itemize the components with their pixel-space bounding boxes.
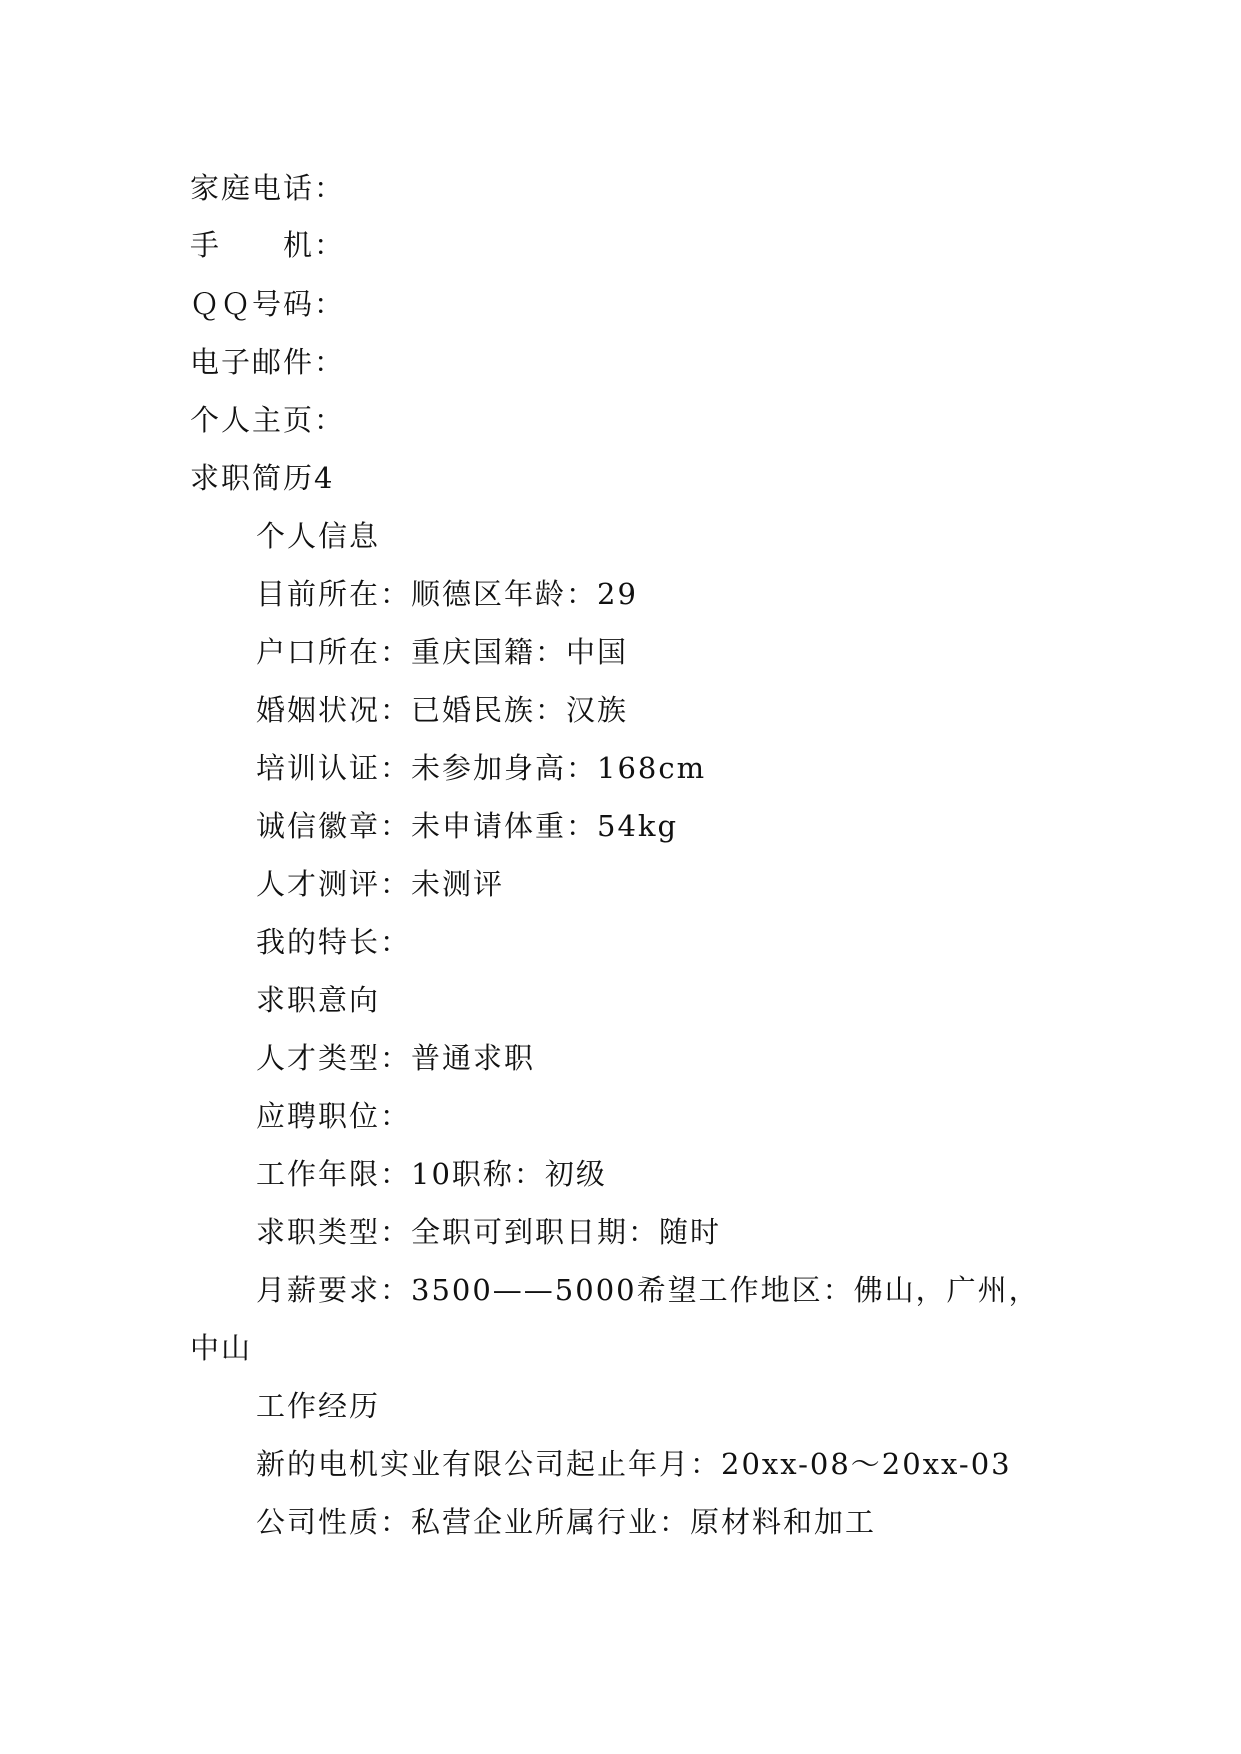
talent-type: 人才类型：普通求职: [256, 1041, 536, 1075]
salary-location-continued: 中山: [190, 1331, 253, 1365]
section-job-intention: 求职意向: [256, 983, 381, 1017]
hukou-nationality: 户口所在：重庆国籍：中国: [256, 635, 629, 669]
homepage-label: 个人主页：: [190, 403, 346, 437]
marital-ethnicity: 婚姻状况：已婚民族：汉族: [256, 693, 629, 727]
specialties-label: 我的特长：: [256, 925, 412, 959]
resume-title: 求职简历4: [190, 461, 335, 495]
credit-badge-weight: 诚信徽章：未申请体重：54kg: [256, 809, 679, 843]
current-location-age: 目前所在：顺德区年龄：29: [256, 577, 638, 611]
years-title: 工作年限：10职称：初级: [256, 1157, 607, 1191]
company-nature-industry: 公司性质：私营企业所属行业：原材料和加工: [256, 1505, 877, 1539]
email-label: 电子邮件：: [190, 345, 346, 379]
section-work-experience: 工作经历: [256, 1389, 381, 1423]
job-type-start-date: 求职类型：全职可到职日期：随时: [256, 1215, 722, 1249]
certification-height: 培训认证：未参加身高：168cm: [256, 751, 707, 785]
qq-number-label: ＱＱ号码：: [190, 287, 346, 321]
talent-assessment: 人才测评：未测评: [256, 867, 505, 901]
company-period: 新的电机实业有限公司起止年月：20xx-08～20xx-03: [256, 1447, 1012, 1481]
applied-position-label: 应聘职位：: [256, 1099, 412, 1133]
salary-location: 月薪要求：3500——5000希望工作地区：佛山，广州，: [256, 1273, 1040, 1307]
home-phone-label: 家庭电话：: [190, 171, 346, 205]
section-personal-info: 个人信息: [256, 519, 381, 553]
mobile-label: 手 机：: [190, 228, 346, 262]
